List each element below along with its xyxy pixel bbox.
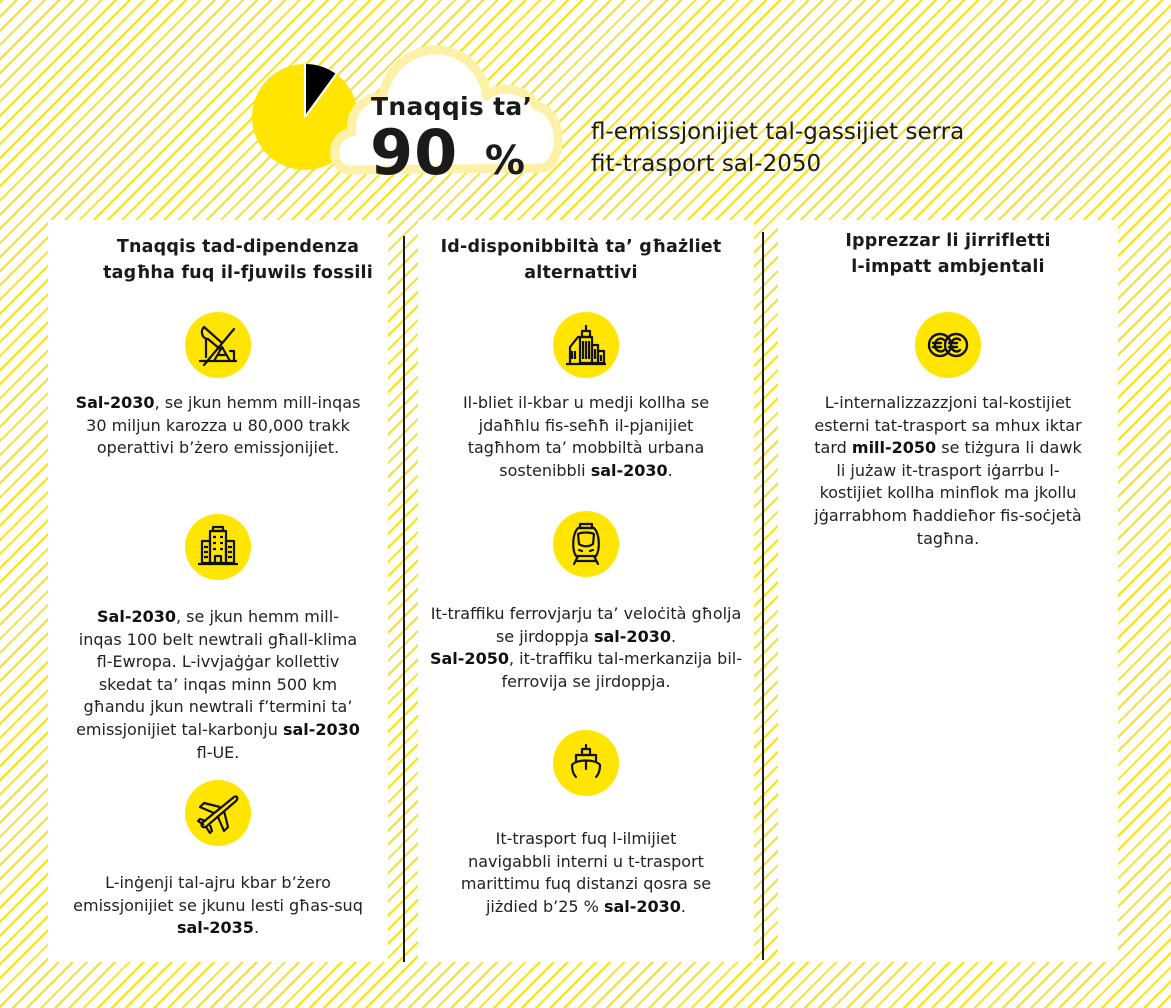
- item-text: [418, 392, 754, 482]
- column-divider: [403, 236, 405, 962]
- item-body: , se jkun hemm mill-inqas 30 miljun karozza u 80,000 trakk operattivi b’żero emissjonijiet.: [86, 393, 361, 458]
- item-body: .: [670, 626, 677, 646]
- list-item: [418, 511, 754, 693]
- list-item: [778, 312, 1118, 550]
- column-title: [418, 234, 744, 286]
- column-divider: [762, 232, 764, 960]
- item-body: fl-UE.: [196, 742, 240, 762]
- item-text: [48, 392, 388, 460]
- item-highlight: sal-2030: [593, 626, 671, 646]
- hero-description: [591, 116, 964, 180]
- hero-value: [370, 118, 526, 196]
- hero-unit: %: [484, 138, 526, 184]
- item-highlight: sal-2030: [603, 896, 681, 916]
- airplane-icon: [185, 780, 251, 846]
- euro-coins-icon: [915, 312, 981, 378]
- item-text: [48, 872, 388, 940]
- ship-icon: [553, 730, 619, 796]
- hero-description-line2: fit-trasport sal-2050: [591, 151, 822, 177]
- item-text: [418, 828, 754, 918]
- item-body: , it-traffiku tal-merkanzija bil-ferrovija se jirdoppja.: [501, 649, 742, 691]
- item-highlight: sal-2035: [176, 918, 254, 938]
- hero-description-line1: fl-emissjonijiet tal-gassijiet serra: [591, 119, 965, 145]
- column-fossil-fuel-dependency: [48, 220, 388, 962]
- item-highlight: sal-2030: [282, 719, 360, 739]
- item-highlight: sal-2030: [590, 460, 668, 480]
- item-body: L-internalizzazzjoni tal-kostijiet esterni tat-trasport sa mhux iktar tard: [814, 393, 1082, 458]
- column-title-line1: Tnaqqis tad-dipendenza: [116, 237, 360, 257]
- high-speed-train-icon: [553, 511, 619, 577]
- item-body: L-inġenji tal-ajru kbar b’żero emissjonijiet se jkunu lesti għas-suq: [73, 873, 363, 915]
- list-item: [48, 780, 388, 940]
- buildings-icon: [185, 514, 251, 580]
- item-body: Il-bliet il-kbar u medji kollha se jdaħħlu fis-seħħ il-pjanijiet tagħhom ta’ mobbiltà urbana sostenibbli: [462, 393, 710, 480]
- item-body: , se jkun hemm mill-inqas 100 belt newtrali għall-klima fl-Ewropa. L-ivvjaġġar kollettiv skedat ta’ inqas minn 500 km għandu jkun newtrali f’termini ta’ emissjonijiet tal-karbonju: [76, 607, 358, 739]
- city-skyline-icon: [553, 312, 619, 378]
- item-text: [778, 392, 1118, 550]
- column-title-line2: l-impatt ambjentali: [851, 257, 1045, 277]
- item-body: .: [667, 460, 673, 480]
- item-body: se tiżgura li dawk li jużaw it-trasport iġarrbu l-kostijiet kollha minflok ma jkollu jġarrabhom ħaddieħor fis-soċjetà tagħna.: [814, 438, 1082, 548]
- column-title: [88, 234, 388, 286]
- item-highlight: Sal-2050: [429, 649, 509, 669]
- item-body: .: [253, 918, 260, 938]
- oil-pump-crossed-icon: [185, 312, 251, 378]
- column-alternative-options: [418, 220, 754, 962]
- item-highlight: mill-2050: [851, 438, 937, 458]
- column-title-line1: Id-disponibbiltà ta’ għażliet: [440, 237, 722, 257]
- item-body: It-trasport fuq l-ilmijiet navigabbli interni u t-trasport marittimu fuq distanzi qosra se jiżdied b’25 %: [460, 829, 712, 916]
- list-item: [48, 312, 388, 460]
- item-body: It-traffiku ferrovjarju ta’ veloċità għolja se jirdoppja: [430, 604, 742, 646]
- list-item: [418, 312, 754, 482]
- item-text: [48, 606, 388, 764]
- item-highlight: Sal-2030: [75, 393, 155, 412]
- hero-kicker: Tnaqqis ta’: [371, 92, 533, 121]
- item-highlight: Sal-2030: [97, 607, 176, 626]
- hero-number: 90: [370, 116, 459, 189]
- item-body: .: [680, 896, 687, 916]
- item-text: [418, 603, 754, 693]
- list-item: [48, 514, 388, 764]
- column-title-line1: Ipprezzar li jirrifletti: [845, 231, 1051, 251]
- list-item: [418, 730, 754, 918]
- column-title-line2: tagħha fuq il-fjuwils fossili: [103, 263, 373, 283]
- column-title: [778, 228, 1118, 280]
- column-title-line2: alternattivi: [524, 263, 638, 283]
- column-environmental-pricing: [778, 220, 1118, 962]
